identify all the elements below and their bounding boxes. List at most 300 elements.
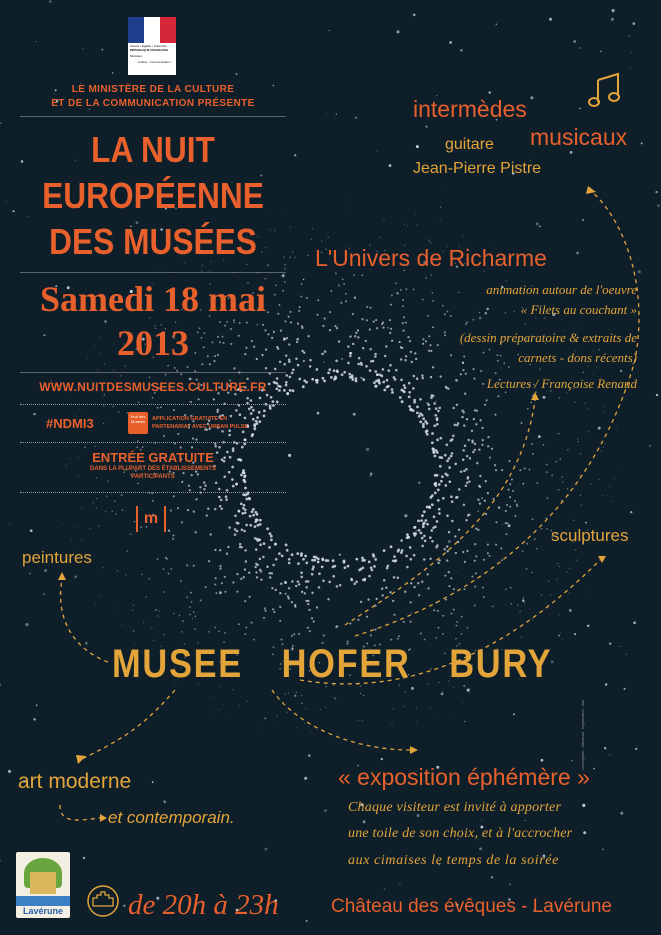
galaxy-dot <box>390 545 393 548</box>
galaxy-dot <box>510 603 512 605</box>
galaxy-dot <box>255 571 257 573</box>
galaxy-dot <box>445 386 447 388</box>
star <box>633 622 636 625</box>
star <box>355 117 357 119</box>
galaxy-dot <box>543 444 545 446</box>
galaxy-dot <box>440 220 441 221</box>
galaxy-dot <box>238 510 241 513</box>
galaxy-dot <box>298 583 301 586</box>
galaxy-dot <box>388 369 391 372</box>
galaxy-dot <box>253 428 256 431</box>
galaxy-dot <box>474 443 476 445</box>
galaxy-dot <box>474 543 476 545</box>
galaxy-dot <box>302 385 305 388</box>
galaxy-dot <box>404 591 406 593</box>
galaxy-dot <box>289 311 291 313</box>
galaxy-dot <box>485 513 487 515</box>
galaxy-dot <box>440 480 443 483</box>
galaxy-dot <box>241 512 244 515</box>
galaxy-dot <box>227 546 229 548</box>
galaxy-dot <box>373 555 376 558</box>
galaxy-dot <box>311 592 313 594</box>
star <box>655 191 657 193</box>
star <box>326 114 327 115</box>
galaxy-dot <box>318 586 321 589</box>
galaxy-dot <box>362 347 364 349</box>
galaxy-dot <box>353 274 355 276</box>
galaxy-dot <box>465 485 468 488</box>
galaxy-dot <box>413 532 416 535</box>
galaxy-dot <box>519 469 521 471</box>
galaxy-dot <box>546 528 548 530</box>
galaxy-dot <box>601 451 602 452</box>
galaxy-dot <box>266 527 269 530</box>
galaxy-dot <box>255 518 258 521</box>
galaxy-dot <box>259 397 262 400</box>
star <box>558 635 560 637</box>
divider <box>20 116 286 117</box>
music-performer: Jean-Pierre Pistre <box>413 160 542 177</box>
galaxy-dot <box>487 492 489 494</box>
star <box>418 482 420 484</box>
galaxy-dot <box>466 455 468 457</box>
galaxy-dot <box>392 600 394 602</box>
galaxy-dot <box>422 525 425 528</box>
galaxy-dot <box>330 290 332 292</box>
galaxy-dot <box>448 457 451 460</box>
galaxy-dot <box>410 582 412 584</box>
galaxy-dot <box>478 485 480 487</box>
galaxy-dot <box>448 480 451 483</box>
galaxy-dot <box>98 369 99 370</box>
galaxy-dot <box>155 609 156 610</box>
galaxy-dot <box>566 392 567 393</box>
galaxy-dot <box>341 373 344 376</box>
galaxy-dot <box>471 430 473 432</box>
galaxy-dot <box>566 572 567 573</box>
galaxy-dot <box>316 368 319 371</box>
galaxy-dot <box>447 388 449 390</box>
galaxy-dot <box>473 378 475 380</box>
galaxy-dot <box>444 331 446 333</box>
galaxy-dot <box>547 497 549 499</box>
galaxy-dot <box>404 691 405 692</box>
star <box>579 47 580 48</box>
galaxy-dot <box>546 464 548 466</box>
galaxy-dot <box>451 438 454 441</box>
galaxy-dot <box>255 420 258 423</box>
galaxy-dot <box>194 628 196 630</box>
galaxy-dot <box>489 555 491 557</box>
entry-title: ENTRÉE GRATUITE <box>92 450 214 465</box>
galaxy-dot <box>322 377 325 380</box>
galaxy-dot <box>421 537 424 540</box>
galaxy-dot <box>318 572 321 575</box>
galaxy-dot <box>422 377 425 380</box>
galaxy-dot <box>526 543 528 545</box>
galaxy-dot <box>190 592 192 594</box>
galaxy-dot <box>252 418 255 421</box>
galaxy-dot <box>163 591 165 593</box>
galaxy-dot <box>157 558 159 560</box>
galaxy-dot <box>511 478 513 480</box>
galaxy-dot <box>204 484 206 486</box>
star <box>479 317 482 320</box>
galaxy-dot <box>170 568 172 570</box>
exposition-line2: une toile de son choix, et à l'accrocher <box>348 826 573 841</box>
galaxy-dot <box>312 228 313 229</box>
galaxy-dot <box>465 468 468 471</box>
star <box>538 435 541 438</box>
galaxy-dot <box>332 559 335 562</box>
star <box>21 160 24 163</box>
galaxy-dot <box>340 302 342 304</box>
star <box>467 689 470 692</box>
galaxy-dot <box>575 549 576 550</box>
galaxy-dot <box>505 312 506 313</box>
galaxy-dot <box>590 483 591 484</box>
galaxy-dot <box>468 480 470 482</box>
galaxy-dot <box>287 595 289 597</box>
galaxy-dot <box>247 701 248 702</box>
galaxy-dot <box>422 417 425 420</box>
galaxy-dot <box>221 430 224 433</box>
galaxy-dot <box>437 499 440 502</box>
galaxy-dot <box>305 586 307 588</box>
galaxy-dot <box>294 605 296 607</box>
star <box>264 718 266 720</box>
galaxy-dot <box>193 510 195 512</box>
flag-republic: RÉPUBLIQUE FRANÇAISE <box>130 48 169 52</box>
galaxy-dot <box>477 529 479 531</box>
label-art-moderne: art moderne <box>18 770 132 793</box>
star <box>478 511 479 512</box>
galaxy-dot <box>253 639 255 641</box>
galaxy-dot <box>165 557 167 559</box>
galaxy-dot <box>297 562 300 565</box>
star <box>624 688 626 690</box>
galaxy-dot <box>434 492 437 495</box>
galaxy-dot <box>376 327 378 329</box>
galaxy-dot <box>413 375 416 378</box>
galaxy-dot <box>157 615 158 616</box>
galaxy-dot <box>390 328 392 330</box>
galaxy-dot <box>324 350 327 353</box>
galaxy-dot <box>430 529 433 532</box>
galaxy-dot <box>174 367 176 369</box>
star <box>308 754 311 757</box>
galaxy-dot <box>446 514 449 517</box>
star <box>85 642 88 645</box>
star <box>447 187 448 188</box>
galaxy-dot <box>180 373 182 375</box>
galaxy-dot <box>219 565 221 567</box>
galaxy-dot <box>472 451 474 453</box>
galaxy-dot <box>458 529 460 531</box>
galaxy-dot <box>202 264 203 265</box>
galaxy-dot <box>427 403 430 406</box>
galaxy-dot <box>386 379 389 382</box>
galaxy-dot <box>180 580 182 582</box>
galaxy-dot <box>288 343 290 345</box>
galaxy-dot <box>151 627 152 628</box>
galaxy-dot <box>181 521 183 523</box>
galaxy-dot <box>362 579 365 582</box>
galaxy-dot <box>218 631 220 633</box>
galaxy-dot <box>596 367 597 368</box>
galaxy-dot <box>448 571 450 573</box>
star <box>294 154 296 156</box>
galaxy-dot <box>487 544 489 546</box>
galaxy-dot <box>466 550 468 552</box>
galaxy-dot <box>332 575 335 578</box>
star <box>444 575 446 577</box>
galaxy-dot <box>415 214 416 215</box>
galaxy-dot <box>410 601 412 603</box>
galaxy-dot <box>481 444 483 446</box>
galaxy-dot <box>496 354 498 356</box>
galaxy-dot <box>363 559 366 562</box>
galaxy-dot <box>365 365 368 368</box>
galaxy-dot <box>300 571 303 574</box>
star <box>324 809 326 811</box>
galaxy-dot <box>442 633 444 635</box>
galaxy-dot <box>120 375 121 376</box>
galaxy-dot <box>307 725 308 726</box>
galaxy-dot <box>393 576 396 579</box>
galaxy-dot <box>301 283 303 285</box>
galaxy-dot <box>301 695 302 696</box>
galaxy-dot <box>475 572 477 574</box>
galaxy-dot <box>531 572 533 574</box>
galaxy-dot <box>246 264 247 265</box>
star <box>479 475 481 477</box>
galaxy-dot <box>361 318 363 320</box>
galaxy-dot <box>300 554 303 557</box>
galaxy-dot <box>302 558 305 561</box>
galaxy-dot <box>551 475 553 477</box>
galaxy-dot <box>273 611 275 613</box>
star <box>30 529 33 532</box>
galaxy-dot <box>458 292 460 294</box>
galaxy-dot <box>559 458 561 460</box>
galaxy-dot <box>477 499 479 501</box>
galaxy-dot <box>228 434 231 437</box>
galaxy-dot <box>418 594 420 596</box>
univers-title: L'Univers de Richarme <box>315 245 547 271</box>
galaxy-dot <box>321 566 324 569</box>
galaxy-dot <box>98 525 99 526</box>
galaxy-dot <box>430 397 433 400</box>
star <box>303 279 304 280</box>
galaxy-dot <box>456 621 458 623</box>
galaxy-dot <box>312 566 315 569</box>
galaxy-dot <box>220 507 223 510</box>
galaxy-dot <box>355 380 358 383</box>
galaxy-dot <box>430 350 432 352</box>
galaxy-dot <box>400 358 402 360</box>
galaxy-dot <box>440 456 443 459</box>
galaxy-dot <box>398 341 400 343</box>
galaxy-dot <box>245 560 247 562</box>
galaxy-dot <box>240 546 243 549</box>
galaxy-dot <box>248 408 251 411</box>
galaxy-dot <box>405 321 407 323</box>
galaxy-dot <box>451 520 454 523</box>
galaxy-dot <box>536 548 538 550</box>
exposition-line3: aux cimaises le temps de la soirée <box>348 853 559 868</box>
galaxy-dot <box>252 409 255 412</box>
star <box>536 222 539 225</box>
galaxy-dot <box>383 579 386 582</box>
galaxy-dot <box>391 388 394 391</box>
galaxy-dot <box>126 550 128 552</box>
galaxy-dot <box>240 502 243 505</box>
app-badge-text: Nuit des Musées <box>130 414 146 424</box>
galaxy-dot <box>357 329 359 331</box>
star <box>600 50 602 52</box>
galaxy-dot <box>383 220 384 221</box>
galaxy-dot <box>244 549 247 552</box>
galaxy-dot <box>424 639 426 641</box>
republic-logo <box>128 17 176 75</box>
galaxy-dot <box>541 528 543 530</box>
galaxy-dot <box>180 446 182 448</box>
galaxy-dot <box>454 535 456 537</box>
galaxy-dot <box>428 350 430 352</box>
arrow-to-peintures <box>61 580 108 662</box>
galaxy-dot <box>605 442 606 443</box>
flag-culture: Culture <box>138 60 148 64</box>
star <box>491 876 493 878</box>
galaxy-dot <box>404 224 405 225</box>
galaxy-dot <box>461 616 463 618</box>
galaxy-dot <box>374 370 377 373</box>
galaxy-dot <box>243 530 246 533</box>
galaxy-dot <box>62 523 63 524</box>
galaxy-dot <box>207 508 209 510</box>
star <box>620 370 623 373</box>
star <box>416 530 418 532</box>
galaxy-dot <box>454 424 457 427</box>
galaxy-dot <box>436 520 439 523</box>
galaxy-dot <box>479 312 481 314</box>
galaxy-dot <box>435 407 438 410</box>
galaxy-dot <box>374 353 377 356</box>
galaxy-dot <box>561 318 562 319</box>
galaxy-dot <box>243 576 245 578</box>
star <box>449 41 452 44</box>
galaxy-dot <box>419 398 422 401</box>
galaxy-dot <box>548 581 549 582</box>
galaxy-dot <box>602 495 603 496</box>
star <box>36 704 38 706</box>
galaxy-dot <box>466 482 468 484</box>
galaxy-dot <box>188 485 190 487</box>
galaxy-dot <box>249 596 251 598</box>
galaxy-dot <box>353 583 356 586</box>
star <box>486 308 488 310</box>
galaxy-dot <box>300 576 303 579</box>
galaxy-dot <box>397 576 400 579</box>
town-logo-icon <box>16 852 70 918</box>
galaxy-dot <box>347 199 348 200</box>
galaxy-dot <box>431 540 434 543</box>
galaxy-dot <box>289 376 292 379</box>
galaxy-dot <box>421 581 423 583</box>
galaxy-dot <box>349 622 351 624</box>
galaxy-dot <box>391 391 394 394</box>
galaxy-dot <box>386 567 389 570</box>
star <box>464 721 466 723</box>
star <box>543 396 546 399</box>
galaxy-dot <box>244 494 247 497</box>
galaxy-dot <box>501 469 503 471</box>
galaxy-dot <box>463 411 465 413</box>
star <box>360 377 362 379</box>
galaxy-dot <box>268 546 271 549</box>
galaxy-dot <box>344 566 347 569</box>
galaxy-dot <box>173 409 175 411</box>
star <box>9 523 10 524</box>
galaxy-dot <box>444 313 446 315</box>
galaxy-dot <box>434 482 437 485</box>
galaxy-dot <box>508 366 510 368</box>
galaxy-dot <box>230 415 233 418</box>
star <box>74 575 77 578</box>
star <box>612 9 615 12</box>
galaxy-dot <box>422 343 424 345</box>
galaxy-dot <box>186 564 188 566</box>
galaxy-dot <box>497 360 499 362</box>
galaxy-dot <box>402 299 404 301</box>
galaxy-dot <box>259 558 262 561</box>
galaxy-dot <box>192 437 194 439</box>
galaxy-dot <box>360 601 362 603</box>
galaxy-dot <box>225 495 228 498</box>
galaxy-dot <box>401 347 403 349</box>
galaxy-dot <box>495 521 497 523</box>
star <box>29 573 30 574</box>
galaxy-dot <box>430 496 433 499</box>
star <box>324 361 325 362</box>
galaxy-dot <box>215 577 217 579</box>
galaxy-dot <box>334 325 336 327</box>
galaxy-dot <box>232 581 234 583</box>
galaxy-dot <box>309 365 312 368</box>
galaxy-dot <box>456 625 458 627</box>
galaxy-dot <box>350 578 353 581</box>
galaxy-dot <box>269 407 272 410</box>
galaxy-dot <box>432 450 435 453</box>
star <box>36 41 37 42</box>
star <box>635 748 637 750</box>
galaxy-dot <box>460 373 462 375</box>
galaxy-dot <box>203 488 205 490</box>
galaxy-dot <box>288 587 290 589</box>
galaxy-dot <box>354 297 356 299</box>
website-link[interactable]: WWW.NUITDESMUSEES.CULTURE.FR <box>39 380 267 394</box>
galaxy-dot <box>265 610 267 612</box>
galaxy-dot <box>456 496 459 499</box>
galaxy-dot <box>274 368 277 371</box>
galaxy-dot <box>170 509 172 511</box>
galaxy-dot <box>215 592 217 594</box>
galaxy-dot <box>369 348 371 350</box>
star <box>33 413 35 415</box>
galaxy-dot <box>361 274 363 276</box>
galaxy-dot <box>205 586 207 588</box>
